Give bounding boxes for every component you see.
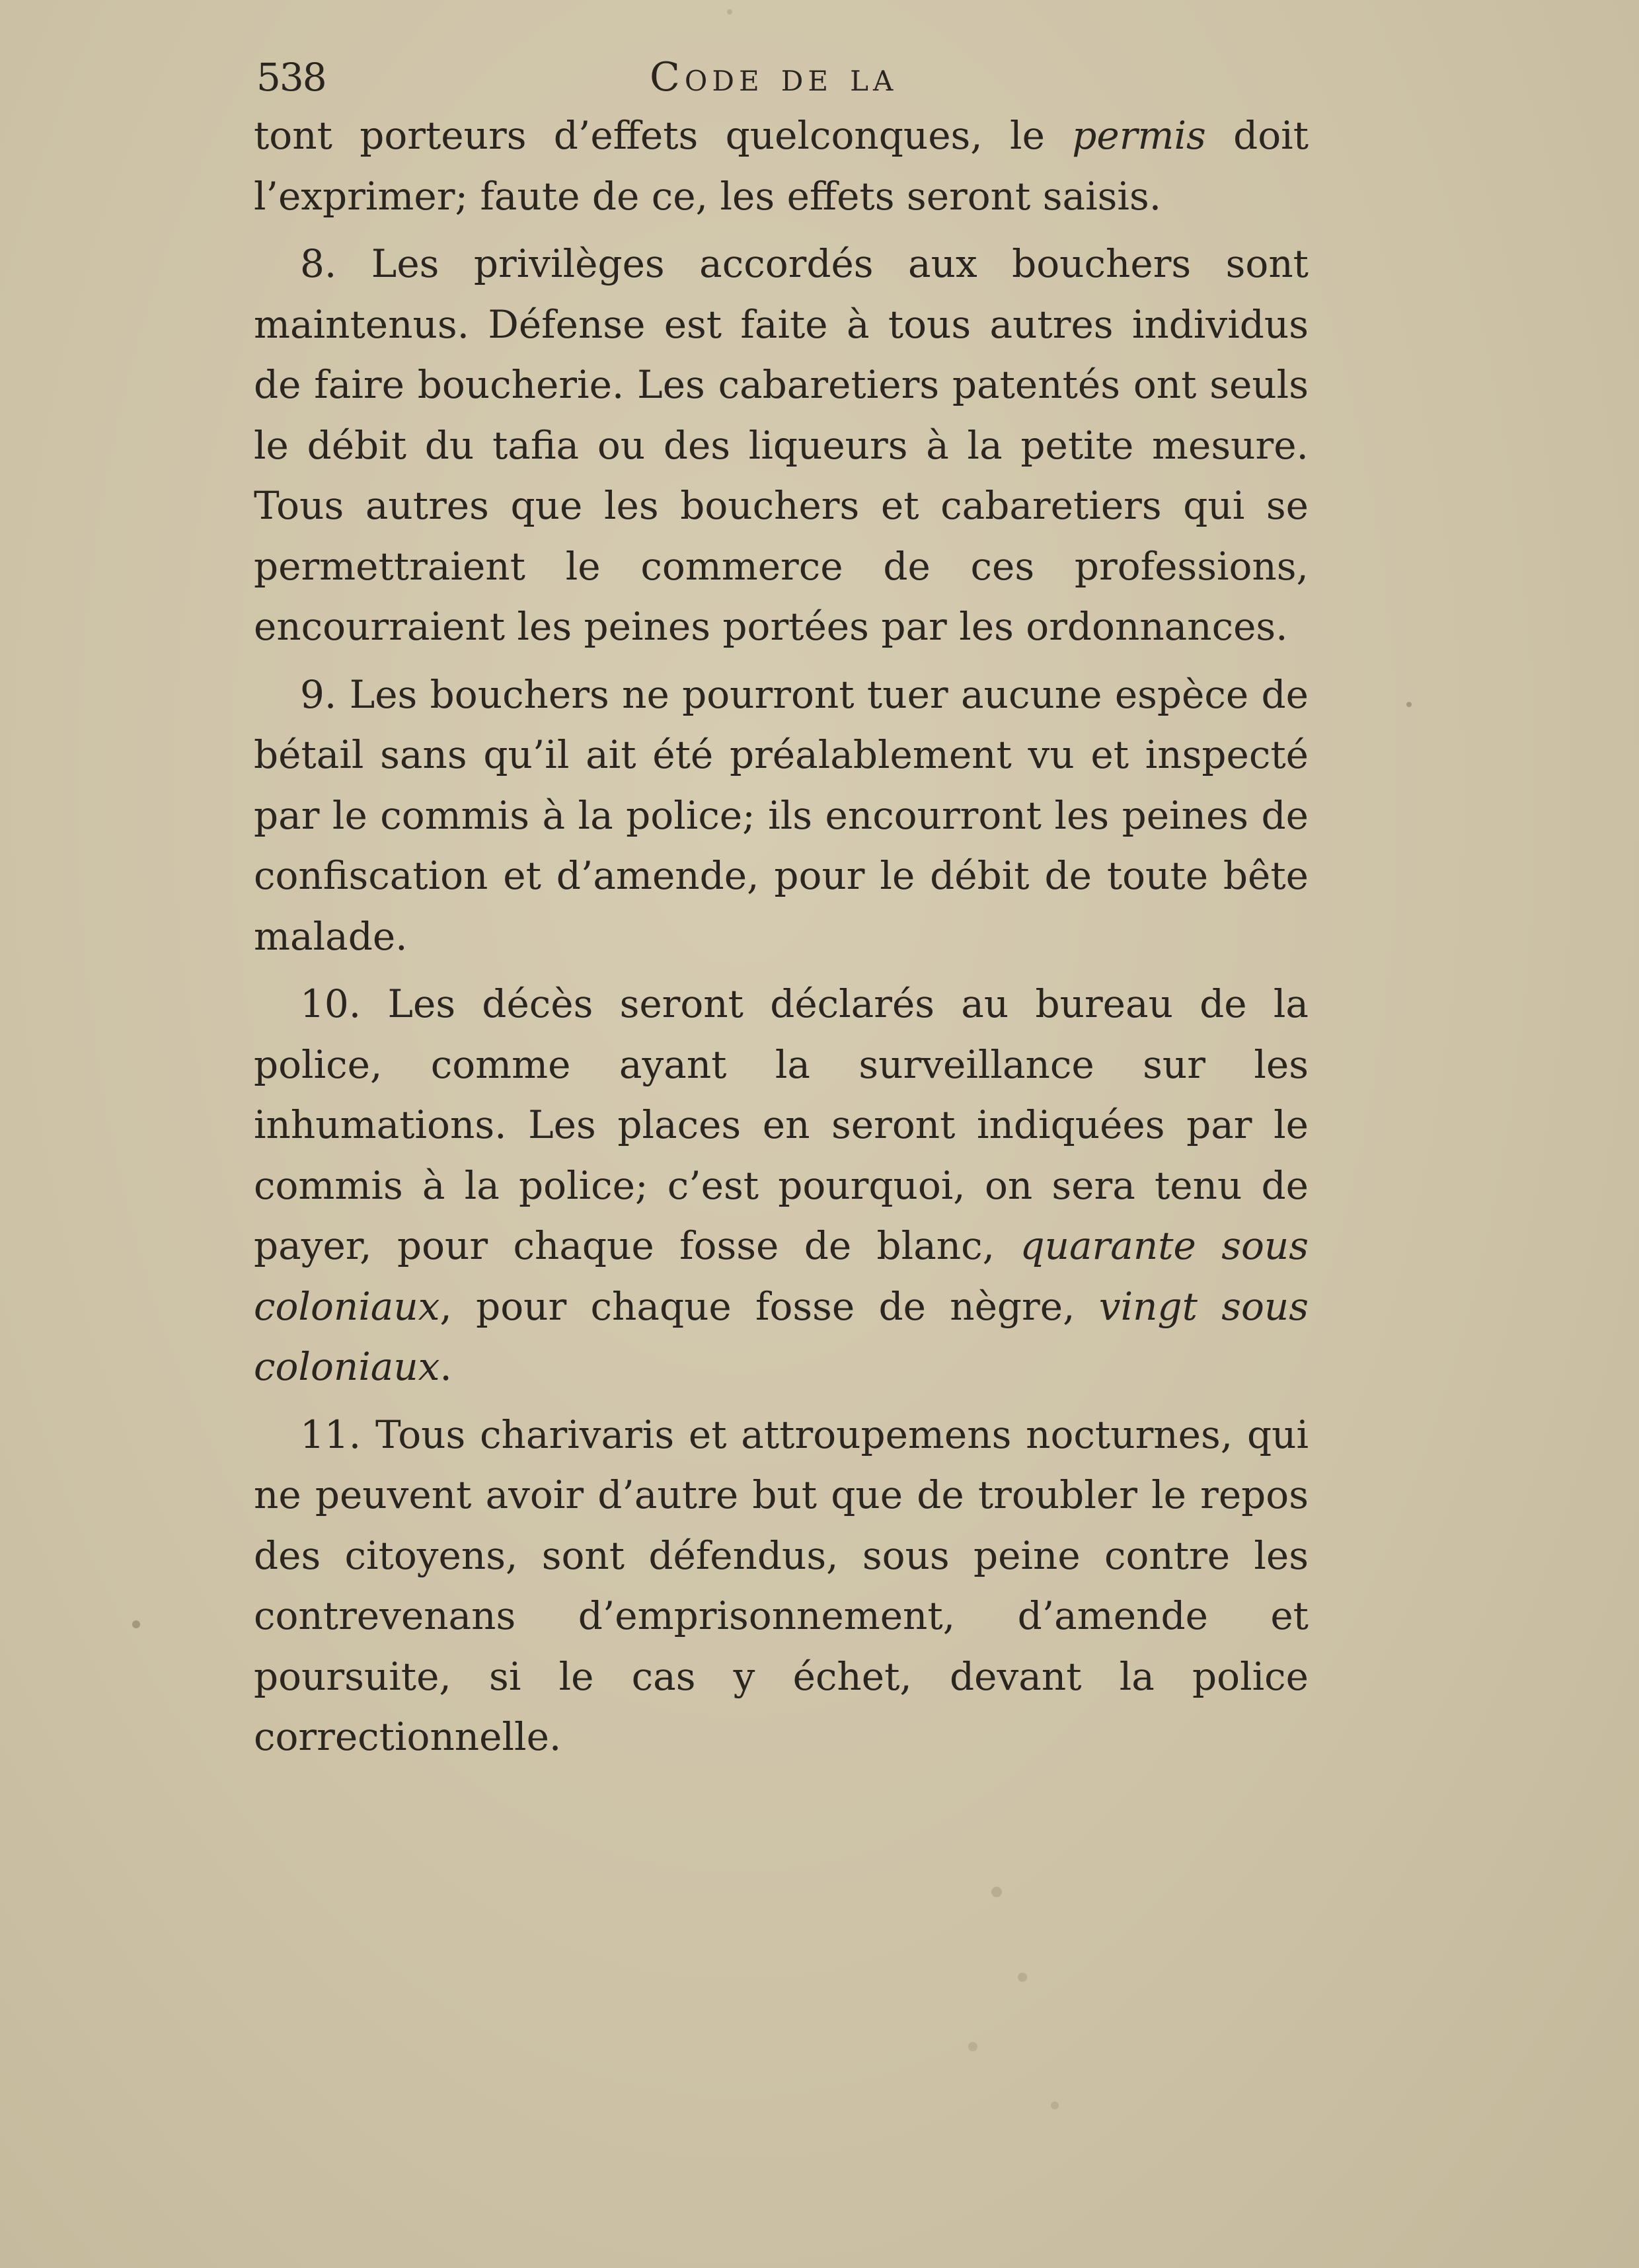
article-10-italic-1: quarante sous coloniaux (254, 1223, 1309, 1329)
continuation-italic-1: permis (1072, 113, 1206, 158)
article-10 (254, 974, 1309, 1398)
continuation-text-2: doit l’exprimer; faute de ce, les effets seront saisis. (254, 113, 1309, 219)
paper-spot (727, 9, 732, 15)
article-11: 11. Tous charivaris et attroupemens nocturnes, qui ne peuvent avoir d’autre but que de troubler le repos des citoyens, sont défendus, sous peine contre les contrevenans d’emprisonnement, d’amende et poursuite, si le cas y échet, devant la police correctionnelle. (254, 1412, 1309, 1759)
article-10-text-1: 10. Les décès seront déclarés au bureau de la police, comme ayant la surveillance sur les inhumations. Les places en seront indiquées par le commis à la police; c’est pourquoi, on sera tenu de payer, pour chaque fosse de blanc, (254, 981, 1309, 1268)
page-header (256, 48, 1314, 107)
page-number: 538 (256, 55, 326, 100)
article-8: 8. Les privilèges accordés aux bouchers sont maintenus. Défense est faite à tous autres individus de faire boucherie. Les cabaretiers patentés ont seuls le débit du tafia ou des liqueurs à la petite mesure. Tous autres que les bouchers et cabaretiers qui se permettraient le commerce de ces professions, encourraient les peines portées par les ordonnances. (254, 241, 1309, 649)
article-10-text-2: , pour chaque fosse de nègre, (439, 1283, 1099, 1329)
paper-spot (1018, 1973, 1027, 1982)
paper-spot (132, 1620, 140, 1628)
article-9: 9. Les bouchers ne pourront tuer aucune espèce de bétail sans qu’il ait été préalablement vu et inspecté par le commis à la police; ils encourront les peines de confiscation et d’amende, pour le débit de toute bête malade. (254, 671, 1309, 959)
paper-spot (1406, 702, 1412, 707)
continuation-paragraph (254, 106, 1309, 227)
body-text (254, 106, 1309, 1768)
continuation-text-1: tont porteurs d’effets quelconques, le (254, 113, 1073, 158)
paper-spot (991, 1887, 1002, 1897)
paper-spot (968, 2042, 977, 2051)
article-10-italic-2: vingt sous coloniaux (254, 1283, 1309, 1389)
running-head: Code de la (650, 54, 898, 100)
paper-spot (1051, 2101, 1059, 2109)
article-10-text-3: . (439, 1344, 452, 1389)
